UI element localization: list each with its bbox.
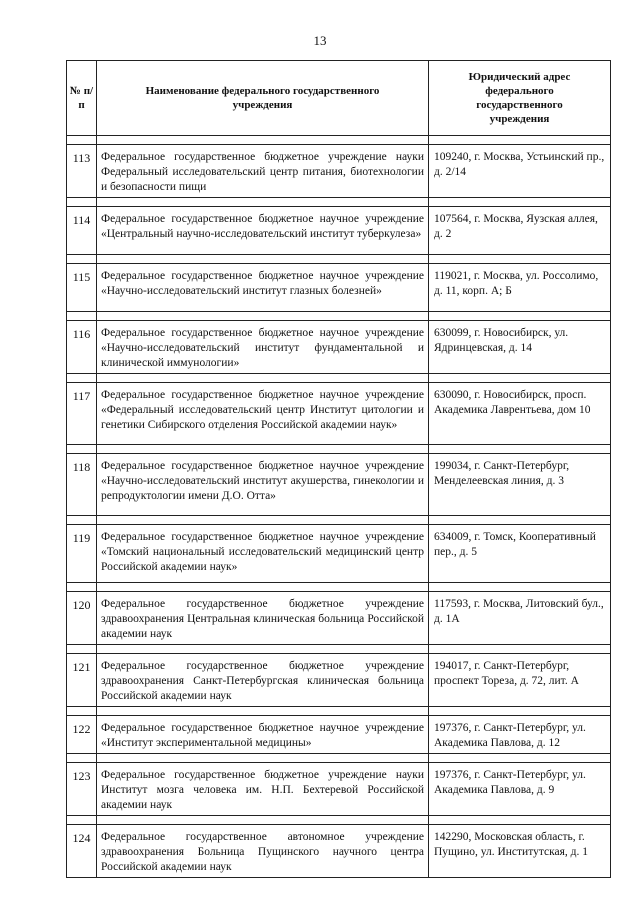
spacer-cell (429, 516, 611, 525)
row-spacer (67, 816, 611, 825)
spacer-cell (97, 198, 429, 207)
institution-name: Федеральное государственное бюджетное научное учреждение «Институт экспериментальной медицины» (97, 716, 429, 754)
institution-address: 197376, г. Санкт-Петербург, ул. Академика Павлова, д. 12 (429, 716, 611, 754)
page-number: 13 (313, 33, 327, 48)
row-spacer (67, 645, 611, 654)
row-spacer (67, 312, 611, 321)
spacer-cell (97, 707, 429, 716)
table-row (67, 716, 611, 754)
institution-address: 107564, г. Москва, Яузская аллея, д. 2 (429, 207, 611, 255)
spacer-cell (67, 445, 97, 454)
spacer-cell (97, 583, 429, 592)
institution-name: Федеральное государственное бюджетное учреждение здравоохранения Санкт-Петербургская клиническая больница Российской академии наук (97, 654, 429, 707)
institution-name: Федеральное государственное бюджетное учреждение науки Федеральный исследовательский центр питания, биотехнологии и безопасности пищи (97, 145, 429, 198)
row-number: 116 (67, 321, 97, 374)
institution-address: 630090, г. Новосибирск, просп. Академика Лаврентьева, дом 10 (429, 383, 611, 445)
institution-address: 630099, г. Новосибирск, ул. Ядринцевская, д. 14 (429, 321, 611, 374)
table-row (67, 207, 611, 255)
spacer-cell (67, 516, 97, 525)
row-number: 114 (67, 207, 97, 255)
spacer-cell (429, 816, 611, 825)
table-row (67, 763, 611, 816)
row-number: 121 (67, 654, 97, 707)
row-number: 123 (67, 763, 97, 816)
table-row (67, 454, 611, 516)
institution-name: Федеральное государственное бюджетное научное учреждение «Томский национальный исследовательский медицинский центр Российской академии наук» (97, 525, 429, 583)
header-number: № п/п (67, 61, 97, 136)
spacer-cell (67, 374, 97, 383)
spacer-cell (429, 754, 611, 763)
row-spacer (67, 516, 611, 525)
spacer-cell (97, 645, 429, 654)
row-spacer (67, 136, 611, 145)
spacer-cell (429, 255, 611, 264)
spacer-cell (67, 754, 97, 763)
row-number: 115 (67, 264, 97, 312)
row-spacer (67, 255, 611, 264)
spacer-cell (67, 645, 97, 654)
table-row (67, 592, 611, 645)
spacer-cell (67, 255, 97, 264)
institution-address: 194017, г. Санкт-Петербург, проспект Тореза, д. 72, лит. А (429, 654, 611, 707)
table-row (67, 145, 611, 198)
spacer-cell (67, 136, 97, 145)
spacer-cell (97, 754, 429, 763)
table-body (67, 136, 611, 878)
row-number: 119 (67, 525, 97, 583)
spacer-cell (429, 374, 611, 383)
institution-name: Федеральное государственное бюджетное научное учреждение «Научно-исследовательский институт глазных болезней» (97, 264, 429, 312)
table-header-row (67, 61, 611, 136)
row-number: 113 (67, 145, 97, 198)
institution-address: 117593, г. Москва, Литовский бул., д. 1А (429, 592, 611, 645)
table-row (67, 525, 611, 583)
spacer-cell (429, 645, 611, 654)
institution-name: Федеральное государственное бюджетное научное учреждение «Федеральный исследовательский центр Институт цитологии и генетики Сибирского отделения Российской академии наук» (97, 383, 429, 445)
spacer-cell (67, 312, 97, 321)
row-number: 124 (67, 825, 97, 878)
institution-name: Федеральное государственное бюджетное научное учреждение «Центральный научно-исследовательский институт туберкулеза» (97, 207, 429, 255)
table-row (67, 383, 611, 445)
institutions-table (66, 60, 611, 878)
spacer-cell (97, 516, 429, 525)
spacer-cell (97, 374, 429, 383)
table-row (67, 264, 611, 312)
spacer-cell (97, 312, 429, 321)
row-spacer (67, 445, 611, 454)
institution-address: 199034, г. Санкт-Петербург, Менделеевская линия, д. 3 (429, 454, 611, 516)
row-number: 122 (67, 716, 97, 754)
spacer-cell (429, 136, 611, 145)
spacer-cell (67, 198, 97, 207)
spacer-cell (429, 445, 611, 454)
spacer-cell (97, 445, 429, 454)
spacer-cell (97, 816, 429, 825)
spacer-cell (67, 816, 97, 825)
row-spacer (67, 707, 611, 716)
institution-name: Федеральное государственное автономное учреждение здравоохранения Больница Пущинского научного центра Российской академии наук (97, 825, 429, 878)
spacer-cell (429, 312, 611, 321)
row-spacer (67, 754, 611, 763)
row-number: 117 (67, 383, 97, 445)
institution-address: 119021, г. Москва, ул. Россолимо, д. 11, корп. А; Б (429, 264, 611, 312)
row-spacer (67, 198, 611, 207)
table-row (67, 654, 611, 707)
row-spacer (67, 583, 611, 592)
spacer-cell (67, 707, 97, 716)
institution-name: Федеральное государственное бюджетное учреждение науки Институт мозга человека им. Н.П. Бехтеревой Российской академии наук (97, 763, 429, 816)
row-number: 120 (67, 592, 97, 645)
spacer-cell (429, 198, 611, 207)
header-address: Юридический адрес федерального государственного учреждения (429, 61, 611, 136)
institution-address: 142290, Московская область, г. Пущино, ул. Институтская, д. 1 (429, 825, 611, 878)
institution-address: 197376, г. Санкт-Петербург, ул. Академика Павлова, д. 9 (429, 763, 611, 816)
spacer-cell (97, 136, 429, 145)
institution-name: Федеральное государственное бюджетное научное учреждение «Научно-исследовательский институт акушерства, гинекологии и репродуктологии имени Д.О. Отта» (97, 454, 429, 516)
spacer-cell (97, 255, 429, 264)
table-row (67, 321, 611, 374)
header-name: Наименование федерального государственного учреждения (97, 61, 429, 136)
institution-address: 634009, г. Томск, Кооперативный пер., д. 5 (429, 525, 611, 583)
row-number: 118 (67, 454, 97, 516)
row-spacer (67, 374, 611, 383)
spacer-cell (429, 583, 611, 592)
spacer-cell (67, 583, 97, 592)
spacer-cell (429, 707, 611, 716)
institution-name: Федеральное государственное бюджетное учреждение здравоохранения Центральная клиническая больница Российской академии наук (97, 592, 429, 645)
institution-address: 109240, г. Москва, Устьинский пр., д. 2/14 (429, 145, 611, 198)
institution-name: Федеральное государственное бюджетное научное учреждение «Научно-исследовательский институт фундаментальной и клинической иммунологии» (97, 321, 429, 374)
table-row (67, 825, 611, 878)
